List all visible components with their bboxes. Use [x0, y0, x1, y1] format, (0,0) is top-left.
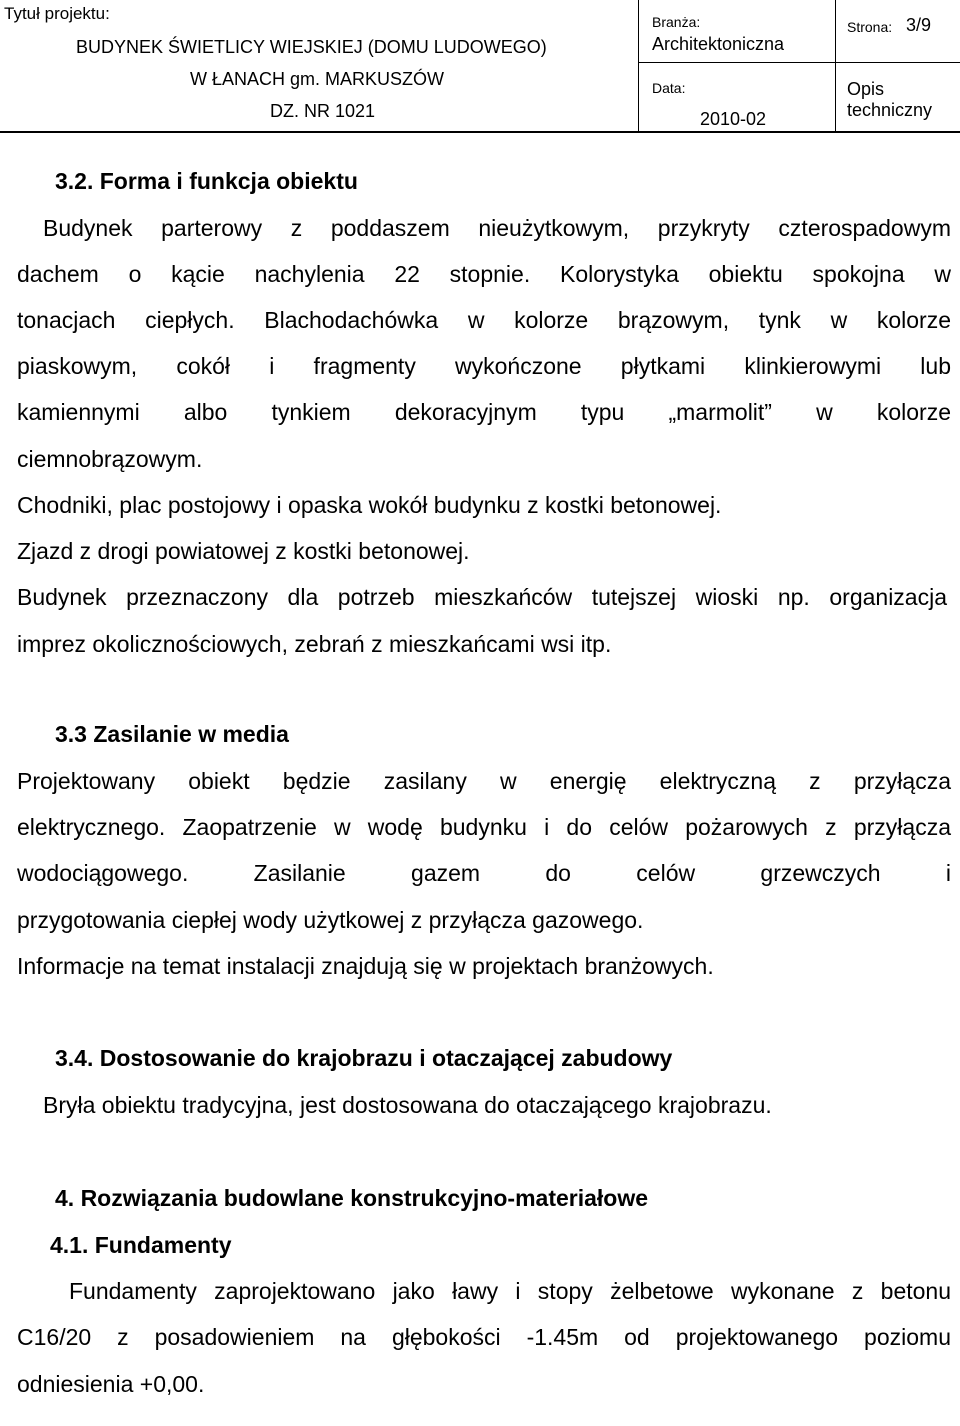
- project-label: Tytuł projektu:: [4, 4, 110, 23]
- paragraph-line: tonacjach ciepłych. Blachodachówka w kolorze brązowym, tynk w kolorze: [17, 307, 951, 333]
- paragraph-line: przygotowania ciepłej wody użytkowej z przyłącza gazowego.: [17, 907, 644, 933]
- paragraph-line: Budynek przeznaczony dla potrzeb mieszkańców tutejszej wioski np. organizacja: [17, 584, 947, 610]
- document-header: [0, 0, 960, 134]
- project-name-line-3: DZ. NR 1021: [270, 101, 376, 121]
- paragraph-line: wodociągowego. Zasilanie gazem do celów grzewczych i: [17, 860, 951, 886]
- doc-type-line-1: Opis: [847, 79, 885, 99]
- paragraph-line: Projektowany obiekt będzie zasilany w energię elektryczną z przyłącza: [17, 768, 951, 794]
- paragraph-line: Fundamenty zaprojektowano jako ławy i stopy żelbetowe wykonane z betonu: [69, 1278, 951, 1304]
- paragraph-line: Budynek parterowy z poddaszem nieużytkowym, przykryty czterospadowym: [43, 215, 951, 241]
- branch-label: Branża:: [652, 14, 701, 30]
- paragraph-line: kamiennymi albo tynkiem dekoracyjnym typu „marmolit” w kolorze: [17, 399, 951, 425]
- paragraph-line: piaskowym, cokół i fragmenty wykończone płytkami klinkierowymi lub: [17, 353, 951, 379]
- date-label: Data:: [652, 80, 686, 96]
- section-3-2-heading: 3.2. Forma i funkcja obiektu: [55, 168, 358, 194]
- header-divider-right: [835, 0, 836, 133]
- paragraph-line: odniesienia +0,00.: [17, 1371, 205, 1397]
- paragraph-line: C16/20 z posadowieniem na głębokości -1.45m od projektowanego poziomu: [17, 1324, 951, 1350]
- paragraph-line: Bryła obiektu tradycyjna, jest dostosowana do otaczającego krajobrazu.: [43, 1092, 772, 1118]
- paragraph-line: imprez okolicznościowych, zebrań z mieszkańcami wsi itp.: [17, 631, 612, 657]
- paragraph-line: Chodniki, plac postojowy i opaska wokół budynku z kostki betonowej.: [17, 492, 722, 518]
- section-4-1-heading: 4.1. Fundamenty: [50, 1232, 232, 1258]
- paragraph-line: Informacje na temat instalacji znajdują się w projektach branżowych.: [17, 953, 714, 979]
- page-value: 3/9: [906, 15, 932, 35]
- section-4-heading: 4. Rozwiązania budowlane konstrukcyjno-materiałowe: [55, 1185, 649, 1211]
- doc-type-line-2: techniczny: [847, 100, 933, 120]
- section-3-3-heading: 3.3 Zasilanie w media: [55, 721, 289, 747]
- section-3-4-heading: 3.4. Dostosowanie do krajobrazu i otaczającej zabudowy: [55, 1045, 673, 1071]
- header-divider-left: [638, 0, 639, 133]
- paragraph-line: elektrycznego. Zaopatrzenie w wodę budynku i do celów pożarowych z przyłącza: [17, 814, 951, 840]
- branch-value: Architektoniczna: [652, 34, 785, 54]
- project-name-line-2: W ŁANACH gm. MARKUSZÓW: [190, 69, 445, 89]
- header-bottom-rule: [0, 131, 960, 133]
- paragraph-line: dachem o kącie nachylenia 22 stopnie. Kolorystyka obiektu spokojna w: [17, 261, 951, 287]
- paragraph-line: ciemnobrązowym.: [17, 446, 203, 472]
- paragraph-line: Zjazd z drogi powiatowej z kostki betonowej.: [17, 538, 470, 564]
- page-label: Strona:: [847, 19, 893, 35]
- header-divider-mid: [638, 62, 960, 63]
- date-value: 2010-02: [700, 109, 767, 129]
- project-name-line-1: BUDYNEK ŚWIETLICY WIEJSKIEJ (DOMU LUDOWEGO): [76, 37, 547, 57]
